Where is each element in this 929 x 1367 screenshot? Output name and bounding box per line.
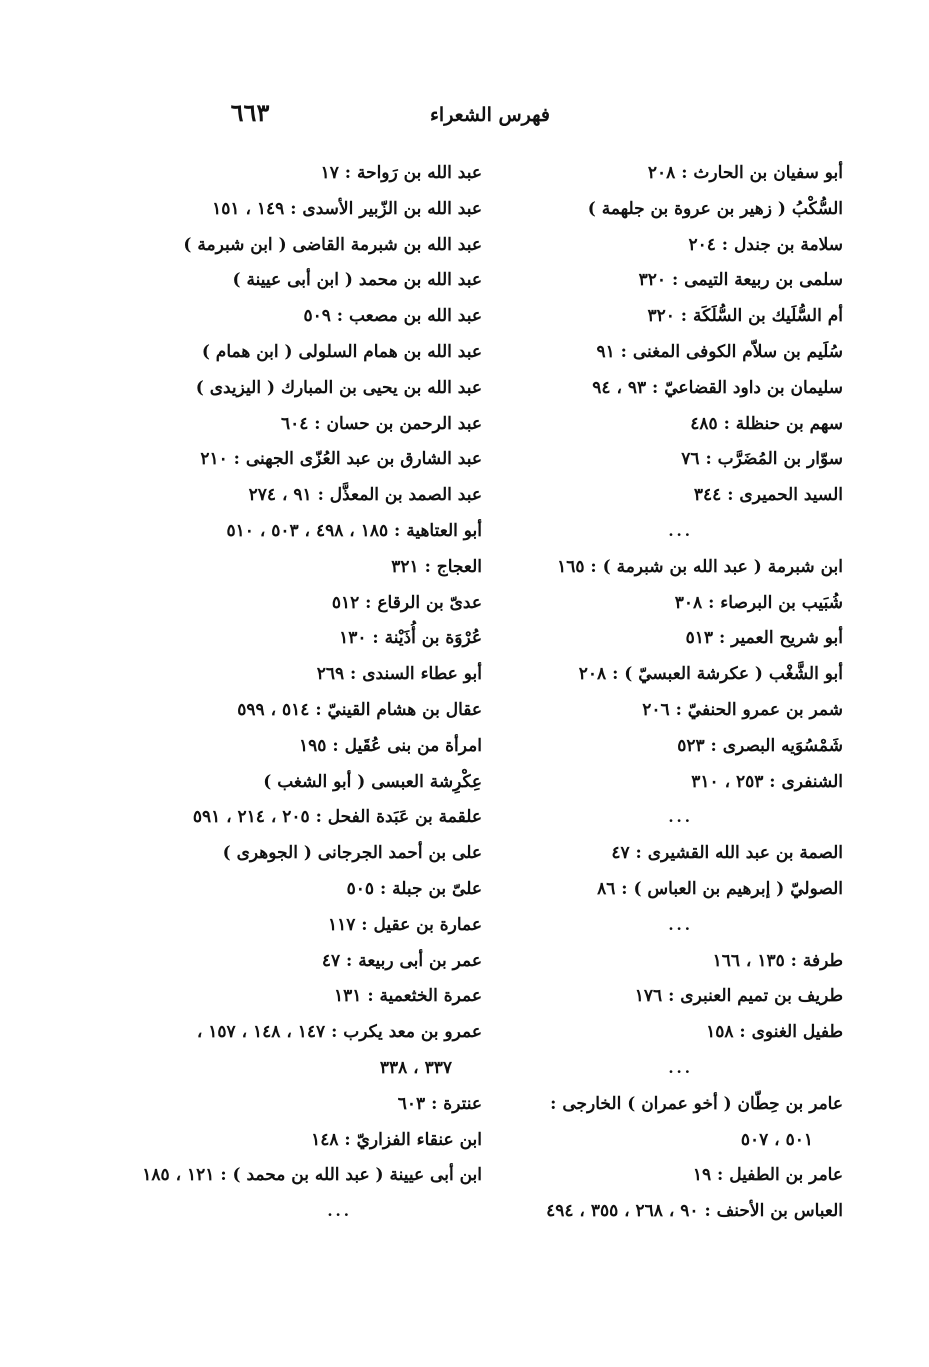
index-entry: طرفة : ١٣٥ ، ١٦٦ bbox=[712, 950, 843, 971]
index-entry: عبد الله بن محمد ( ابن أبى عيينة ) bbox=[232, 270, 482, 291]
index-entry: عمارة بن عقيل : ١١٧ bbox=[327, 914, 482, 935]
index-entry: السُّكْبُ ( زهير بن عروة بن جلهمة ) bbox=[587, 198, 843, 219]
index-entry: عمرة الخثعمية : ١٣١ bbox=[334, 986, 482, 1007]
index-entry: ابن أبى عيينة ( عبد الله بن محمد ) : ١٢١ ، ١٨٥ bbox=[142, 1165, 482, 1186]
index-entry: طريف بن تميم العنبرى : ١٧٦ bbox=[634, 986, 843, 1007]
index-entry: امرأة من بنى عُقَيل : ١٩٥ bbox=[299, 735, 482, 756]
index-entry: عبد الله بن شبرمة القاضى ( ابن شبرمة ) bbox=[183, 234, 482, 255]
section-separator: ... bbox=[327, 1202, 352, 1221]
index-entry: عبد الله بن رَواحة : ١٧ bbox=[320, 163, 482, 183]
page-number: ٦٦٣ bbox=[230, 98, 270, 127]
index-entry: شمر بن عمرو الحنفيّ : ٢٠٦ bbox=[642, 699, 843, 720]
index-entry: عامر بن حِطّان ( أخو عمران ) الخارجى : bbox=[550, 1093, 843, 1114]
index-entry: عنترة : ٦٠٣ bbox=[397, 1093, 482, 1114]
index-entry: الصمة بن عبد الله القشيرى : ٤٧ bbox=[611, 843, 843, 864]
index-entry: سلمى بن ربيعة التيمى : ٣٢٠ bbox=[638, 270, 843, 291]
index-entry: عبد الله بن مصعب : ٥٠٩ bbox=[303, 306, 482, 327]
section-separator: ... bbox=[668, 808, 693, 827]
index-entry: عبد الله بن همام السلولى ( ابن همام ) bbox=[201, 341, 482, 362]
index-entry: السيد الحميرى : ٣٤٤ bbox=[693, 485, 843, 506]
index-entry: عقال بن هشام القينيّ : ٥١٤ ، ٥٩٩ bbox=[237, 699, 482, 720]
index-entry: عمر بن أبى ربيعة : ٤٧ bbox=[321, 950, 482, 971]
index-entry: أبو العتاهية : ١٨٥ ، ٤٩٨ ، ٥٠٣ ، ٥١٠ bbox=[226, 520, 482, 541]
index-entry: عبد الرحمن بن حسان : ٦٠٤ bbox=[280, 413, 482, 434]
index-entry: طفيل الغنوى : ١٥٨ bbox=[706, 1022, 843, 1043]
index-entry: علىّ بن جبلة : ٥٠٥ bbox=[346, 878, 482, 899]
index-entry: علقمة بن عَبَدة الفحل : ٢٠٥ ، ٢١٤ ، ٥٩١ bbox=[192, 807, 482, 828]
index-entry: عامر بن الطفيل : ١٩ bbox=[692, 1165, 843, 1186]
index-column-left bbox=[142, 156, 482, 1230]
index-entry: سُلَيم بن سلاّم الكوفى المغنى : ٩١ bbox=[596, 341, 843, 362]
index-entry: شُبَيب بن البرصاء : ٣٠٨ bbox=[674, 592, 843, 613]
index-entry: ابن شبرمة ( عبد الله بن شبرمة ) : ١٦٥ bbox=[557, 556, 843, 577]
index-entry: أبو سفيان بن الحارث : ٢٠٨ bbox=[647, 163, 843, 183]
index-entry: عبد الله بن يحيى بن المبارك ( اليزيدى ) bbox=[195, 377, 482, 398]
index-entry: العجاج : ٣٢١ bbox=[391, 556, 482, 577]
index-entry: سلامة بن جندل : ٢٠٤ bbox=[688, 234, 843, 255]
index-entry: عبد الله بن الزّبير الأسدى : ١٤٩ ، ١٥١ bbox=[212, 198, 482, 219]
index-entry: أبو شريح العمير : ٥١٣ bbox=[685, 628, 843, 649]
index-entry: عبد الشارق بن عبد العُزّى الجهنى : ٢١٠ bbox=[200, 449, 482, 470]
index-entry: شَمْسُوَيه البصرى : ٥٢٣ bbox=[677, 735, 843, 756]
index-entry: عدىّ بن الرقاع : ٥١٢ bbox=[331, 592, 482, 613]
running-title: فهرس الشعراء bbox=[429, 104, 550, 126]
index-entry: الشنفرى : ٢٥٣ ، ٣١٠ bbox=[691, 771, 843, 792]
index-entry: عمرو بن معد يكرب : ١٤٧ ، ١٤٨ ، ١٥٧ ، bbox=[196, 1022, 482, 1043]
index-entry: ابن عنقاء الفزاريّ : ١٤٨ bbox=[311, 1129, 482, 1150]
index-entry: عُرْوَة بن أُذَيْنة : ١٣٠ bbox=[339, 628, 482, 649]
index-entry: أم السُّلَيك بن السُّلَكَة : ٣٢٠ bbox=[647, 306, 843, 327]
index-entry-continuation: ٥٠١ ، ٥٠٧ bbox=[740, 1129, 813, 1150]
index-entry: عبد الصمد بن المعذَّل : ٩١ ، ٢٧٤ bbox=[248, 485, 482, 506]
index-entry: سليمان بن داود القضاعيّ : ٩٣ ، ٩٤ bbox=[592, 377, 843, 398]
section-separator: ... bbox=[668, 915, 693, 934]
index-entry: على بن أحمد الجرجانى ( الجوهرى ) bbox=[222, 843, 482, 864]
index-column-right bbox=[543, 156, 843, 1230]
index-entry: سوّار بن المُضَرَّب : ٧٦ bbox=[681, 449, 843, 470]
index-entry: سهم بن حنظلة : ٤٨٥ bbox=[690, 413, 843, 434]
section-separator: ... bbox=[668, 521, 693, 540]
index-entry: عِكْرِشة العبسى ( أبو الشغب ) bbox=[263, 771, 482, 792]
index-entry: الصوليّ ( إبرهيم بن العباس ) : ٨٦ bbox=[597, 878, 843, 899]
index-entry: العباس بن الأحنف : ٩٠ ، ٢٦٨ ، ٣٥٥ ، ٤٩٤ bbox=[546, 1201, 843, 1222]
index-entry: أبو الشَّغْب ( عكرشة العبسيّ ) : ٢٠٨ bbox=[578, 664, 843, 685]
index-entry-continuation: ٣٣٧ ، ٣٣٨ bbox=[379, 1057, 452, 1078]
index-entry: أبو عطاء السندى : ٢٦٩ bbox=[316, 664, 482, 685]
section-separator: ... bbox=[668, 1058, 693, 1077]
